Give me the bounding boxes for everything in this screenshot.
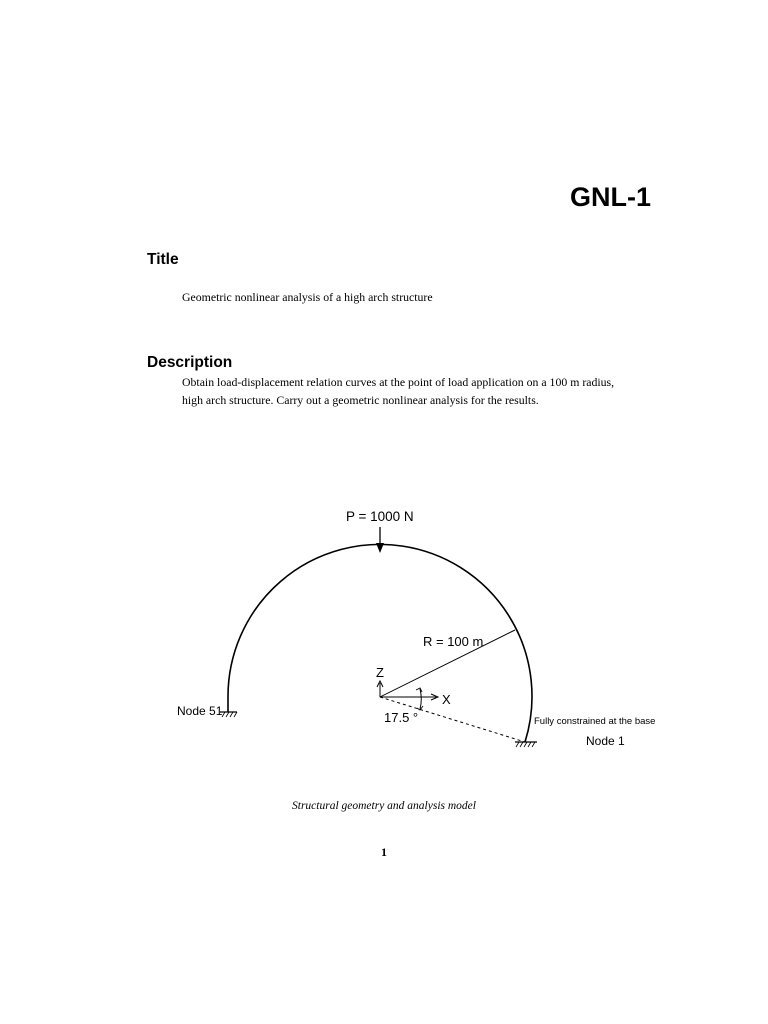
node-51-label: Node 51 bbox=[177, 704, 223, 718]
z-axis-label: Z bbox=[376, 665, 384, 680]
title-text: Geometric nonlinear analysis of a high arch structure bbox=[182, 290, 433, 304]
title-heading: Title bbox=[147, 251, 179, 268]
description-line: high arch structure. Carry out a geometric nonlinear analysis for the results. bbox=[182, 393, 539, 407]
left-support bbox=[220, 712, 237, 717]
right-support bbox=[515, 742, 537, 747]
x-axis-label: X bbox=[442, 692, 451, 707]
arch-curve bbox=[228, 544, 532, 742]
x-axis bbox=[380, 694, 438, 700]
radius-label: R = 100 m bbox=[423, 634, 484, 649]
angle-label: 17.5 ° bbox=[384, 710, 419, 725]
description-heading: Description bbox=[147, 354, 233, 371]
z-axis bbox=[377, 681, 383, 697]
load-arrow bbox=[376, 527, 384, 553]
page-number: 1 bbox=[381, 845, 387, 859]
description-line: Obtain load-displacement relation curves at the point of load application on a 100 m radius, bbox=[182, 375, 615, 389]
load-label: P = 1000 N bbox=[346, 509, 414, 524]
document-id: GNL-1 bbox=[570, 182, 651, 212]
constraint-label: Fully constrained at the base bbox=[534, 716, 656, 727]
figure-caption: Structural geometry and analysis model bbox=[292, 800, 476, 812]
node-1-label: Node 1 bbox=[586, 734, 625, 748]
angle-arc bbox=[416, 688, 423, 710]
